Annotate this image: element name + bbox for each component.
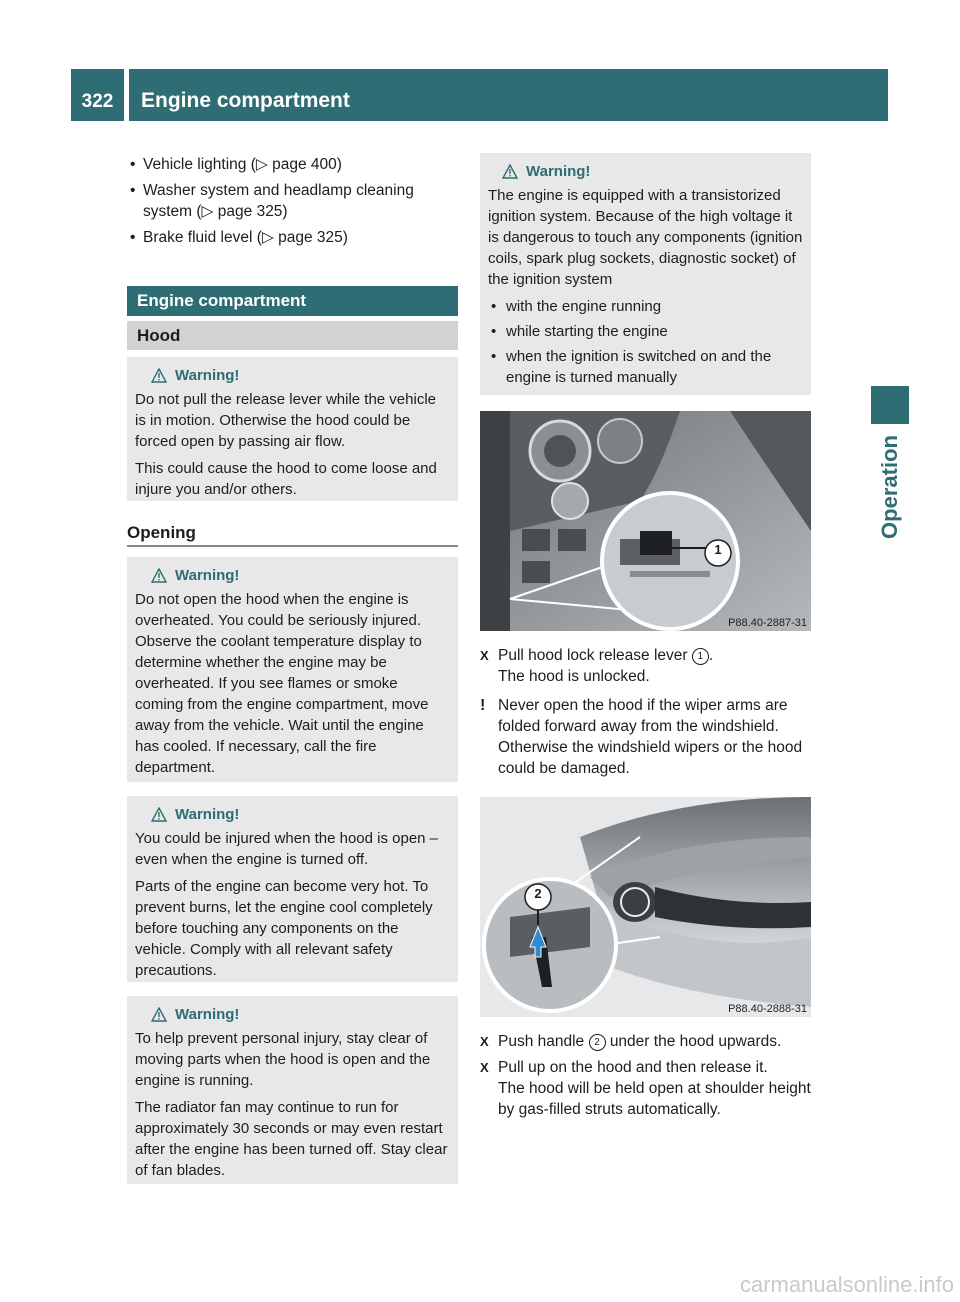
warning-box (127, 557, 458, 782)
side-tab-label: Operation (877, 435, 902, 539)
callout-ref: 2 (589, 1034, 606, 1051)
step-marker-icon: X (480, 648, 489, 663)
section-title: Engine compartment (127, 286, 458, 316)
warning-box (127, 996, 458, 1184)
warning-text: You could be injured when the hood is open – even when the engine is turned off. (135, 830, 439, 868)
warning-heading: Warning! (135, 565, 450, 586)
warning-heading: Warning! (488, 161, 803, 182)
warning-icon (151, 368, 167, 383)
callout-number: 1 (714, 542, 722, 557)
list-item: • while starting the engine (488, 321, 803, 342)
callout-ref: 1 (692, 648, 709, 665)
warning-text: Do not open the hood when the engine is overheated. You could be seriously injured. Observe the coolant temperature display to determine whether the engine may be overheated. If you see flames or smoke coming from the engine compartment, move away from the vehicle. Wait until the engine has cooled. If necessary, call the fire department. (135, 591, 429, 776)
list-item: • Vehicle lighting (▷ page 400) (127, 154, 457, 175)
step-result: The hood is unlocked. (498, 668, 650, 685)
step-marker-icon: X (480, 1034, 489, 1049)
list-item: • with the engine running (488, 296, 803, 317)
hood-handle-illustration (480, 797, 811, 1017)
warning-icon (151, 807, 167, 822)
caution-note: ! Never open the hood if the wiper arms are folded forward away from the windshield. Otherwise the windshield wipers or the hood could be damaged. (480, 697, 803, 777)
opening-heading: Opening (127, 523, 458, 547)
instruction-list (480, 645, 815, 784)
warning-icon (502, 164, 518, 179)
warning-text: Parts of the engine can become very hot. To prevent burns, let the engine cool completely before touching any components on the vehicle. Comply with all relevant safety precautions. (135, 878, 433, 979)
instruction-step: X Push handle 2 under the hood upwards. (480, 1033, 782, 1050)
list-item: • when the ignition is switched on and the engine is turned manually (488, 346, 803, 388)
list-item: • Washer system and headlamp cleaning system (▷ page 325) (127, 180, 457, 222)
intro-bullet-list (127, 154, 457, 253)
warning-text: To help prevent personal injury, stay clear of moving parts when the hood is open and the engine is running. (135, 1030, 431, 1089)
figure-caption: P88.40-2888-31 (728, 1003, 807, 1015)
chapter-title: Engine compartment (129, 69, 888, 121)
hood-release-lever-figure (480, 411, 811, 631)
instruction-step: X Pull hood lock release lever 1 . The hood is unlocked. (480, 647, 714, 685)
figure-caption: P88.40-2887-31 (728, 617, 807, 629)
warning-box (480, 153, 811, 395)
warning-text: The engine is equipped with a transistorized ignition system. Because of the high voltage it is dangerous to touch any components (ignition coils, spark plug sockets, diagnostic socket) of the ignition system (488, 187, 803, 288)
hood-handle-figure (480, 797, 811, 1017)
subsection-title: Hood (127, 321, 458, 350)
caution-icon: ! (480, 697, 486, 714)
side-tab-marker (871, 386, 909, 424)
warning-heading: Warning! (135, 1004, 450, 1025)
page-header (71, 69, 888, 121)
callout-number: 2 (534, 886, 542, 901)
watermark: carmanualsonline.info (739, 1272, 954, 1297)
step-result: The hood will be held open at shoulder height by gas-filled struts automatically. (498, 1080, 811, 1118)
list-item: • Brake fluid level (▷ page 325) (127, 227, 457, 248)
warning-text: This could cause the hood to come loose and injure you and/or others. (135, 460, 437, 498)
instruction-step: X Pull up on the hood and then release it. The hood will be held open at shoulder height by gas-filled struts automatically. (480, 1059, 811, 1118)
warning-icon (151, 1007, 167, 1022)
warning-text: The radiator fan may continue to run for approximately 30 seconds or may even restart after the engine has been turned off. Stay clear of fan blades. (135, 1099, 448, 1179)
warning-box (127, 796, 458, 982)
warning-heading: Warning! (135, 804, 450, 825)
warning-box (127, 357, 458, 501)
step-marker-icon: X (480, 1060, 489, 1075)
warning-text: Do not pull the release lever while the vehicle is in motion. Otherwise the hood could be forced open by passing air flow. (135, 391, 437, 450)
warning-icon (151, 568, 167, 583)
page-number: 322 (71, 69, 124, 121)
instruction-list (480, 1031, 815, 1125)
hood-release-illustration (480, 411, 811, 631)
warning-heading: Warning! (135, 365, 450, 386)
